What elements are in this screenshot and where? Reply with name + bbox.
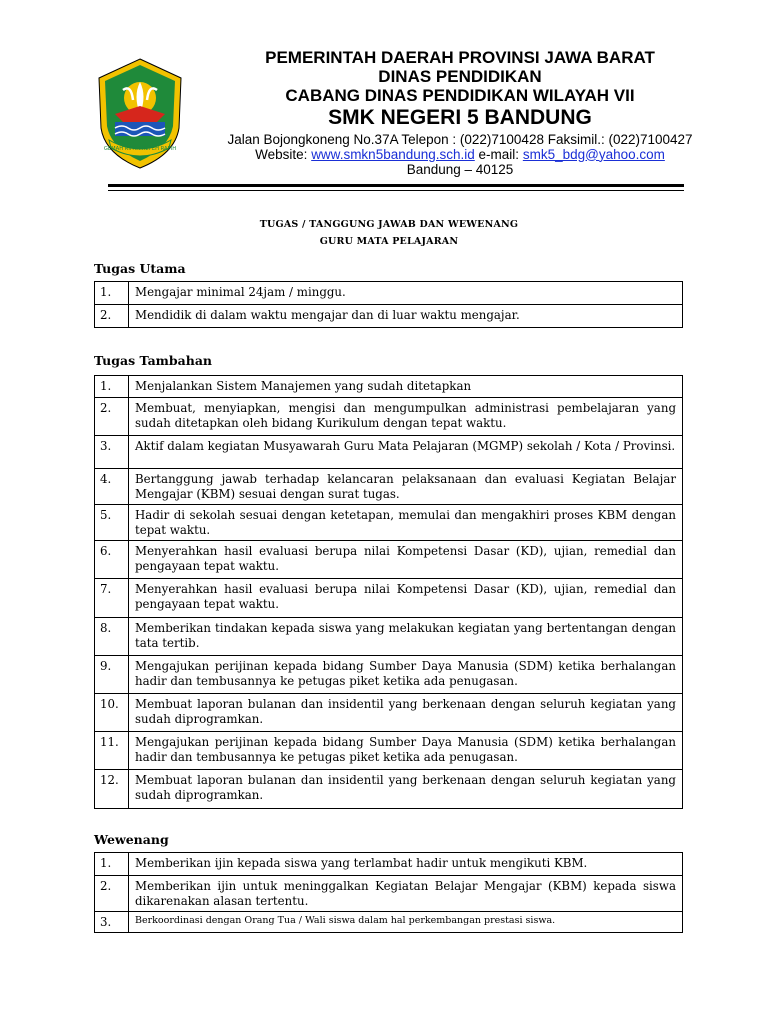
task-text: Mengajar minimal 24jam / minggu. bbox=[129, 282, 683, 305]
task-number: 1. bbox=[95, 282, 129, 305]
title-line-2: GURU MATA PELAJARAN bbox=[319, 236, 459, 247]
task-row bbox=[95, 541, 683, 579]
task-number: 1. bbox=[95, 376, 129, 398]
task-text: Hadir di sekolah sesuai dengan ketetapan, memulai dan mengakhiri proses KBM dengan tepat waktu. bbox=[129, 505, 683, 541]
task-text: Berkoordinasi dengan Orang Tua / Wali siswa dalam hal perkembangan prestasi siswa. bbox=[129, 912, 683, 933]
task-number: 1. bbox=[95, 853, 129, 876]
task-text: Mengajukan perijinan kepada bidang Sumber Daya Manusia (SDM) ketika berhalangan hadir dan tembusannya ke petugas piket ketika ada penugasan. bbox=[129, 732, 683, 770]
task-row bbox=[95, 732, 683, 770]
government-line: PEMERINTAH DAERAH PROVINSI JAWA BARAT bbox=[265, 48, 655, 67]
task-row bbox=[95, 618, 683, 656]
department-line: DINAS PENDIDIKAN bbox=[378, 67, 542, 87]
task-text: Mengajukan perijinan kepada bidang Sumber Daya Manusia (SDM) ketika berhalangan hadir dan tembusannya ke petugas piket ketika ada penugasan. bbox=[129, 656, 683, 694]
task-text: Memberikan tindakan kepada siswa yang melakukan kegiatan yang bertentangan dengan tata tertib. bbox=[129, 618, 683, 656]
header-rule-thick bbox=[108, 184, 684, 187]
city-line: Bandung – 40125 bbox=[406, 161, 514, 177]
website-label: Website: bbox=[255, 146, 308, 162]
svg-text:GEMAH RIPAH REPEH RAPIH: GEMAH RIPAH REPEH RAPIH bbox=[103, 146, 177, 152]
task-row bbox=[95, 694, 683, 732]
task-number: 10. bbox=[95, 694, 129, 732]
task-row bbox=[95, 876, 683, 912]
task-number: 2. bbox=[95, 305, 129, 328]
task-text: Memberikan ijin kepada siswa yang terlambat hadir untuk mengikuti KBM. bbox=[129, 853, 683, 876]
task-text: Memberikan ijin untuk meninggalkan Kegiatan Belajar Mengajar (KBM) kepada siswa dikarenakan alasan tertentu. bbox=[129, 876, 683, 912]
task-row bbox=[95, 469, 683, 505]
task-text: Aktif dalam kegiatan Musyawarah Guru Mata Pelajaran (MGMP) sekolah / Kota / Provinsi. bbox=[129, 436, 683, 469]
task-row bbox=[95, 912, 683, 933]
task-row bbox=[95, 398, 683, 436]
email-label: e-mail: bbox=[478, 146, 520, 162]
header-rule-thin bbox=[108, 190, 684, 191]
title-line-1: TUGAS / TANGGUNG JAWAB DAN WEWENANG bbox=[259, 219, 519, 230]
task-text: Membuat, menyiapkan, mengisi dan mengumpulkan administrasi pembelajaran yang sudah ditetapkan oleh bidang Kurikulum dengan tepat waktu. bbox=[129, 398, 683, 436]
task-row bbox=[95, 436, 683, 469]
task-row bbox=[95, 656, 683, 694]
task-row bbox=[95, 376, 683, 398]
table-tugas-utama bbox=[94, 281, 683, 328]
table-wewenang bbox=[94, 852, 683, 933]
task-number: 7. bbox=[95, 579, 129, 618]
address-line: Jalan Bojongkoneng No.37A Telepon : (022)7100428 Faksimil.: (022)7100427 bbox=[227, 131, 693, 147]
task-number: 4. bbox=[95, 469, 129, 505]
task-number: 11. bbox=[95, 732, 129, 770]
branch-line: CABANG DINAS PENDIDIKAN WILAYAH VII bbox=[285, 86, 635, 106]
section-heading-wewenang: Wewenang bbox=[94, 832, 169, 847]
task-text: Membuat laporan bulanan dan insidentil yang berkenaan dengan seluruh kegiatan yang sudah diprogramkan. bbox=[129, 694, 683, 732]
task-text: Bertanggung jawab terhadap kelancaran pelaksanaan dan evaluasi Kegiatan Belajar Mengajar (KBM) sesuai dengan surat tugas. bbox=[129, 469, 683, 505]
task-number: 8. bbox=[95, 618, 129, 656]
section-heading-tugas-utama: Tugas Utama bbox=[94, 261, 186, 276]
email-link[interactable]: smk5_bdg@yahoo.com bbox=[522, 146, 665, 162]
task-text: Mendidik di dalam waktu mengajar dan di luar waktu mengajar. bbox=[129, 305, 683, 328]
school-name: SMK NEGERI 5 BANDUNG bbox=[328, 106, 592, 130]
task-text: Menjalankan Sistem Manajemen yang sudah ditetapkan bbox=[129, 376, 683, 398]
task-number: 3. bbox=[95, 912, 129, 933]
task-number: 9. bbox=[95, 656, 129, 694]
task-row bbox=[95, 579, 683, 618]
task-number: 2. bbox=[95, 398, 129, 436]
contact-line bbox=[190, 147, 730, 162]
provincial-emblem-logo bbox=[95, 56, 185, 171]
task-row bbox=[95, 853, 683, 876]
task-text: Membuat laporan bulanan dan insidentil yang berkenaan dengan seluruh kegiatan yang sudah diprogramkan. bbox=[129, 770, 683, 809]
task-number: 12. bbox=[95, 770, 129, 809]
task-row bbox=[95, 770, 683, 809]
task-number: 5. bbox=[95, 505, 129, 541]
task-number: 6. bbox=[95, 541, 129, 579]
letterhead bbox=[190, 48, 730, 177]
task-number: 3. bbox=[95, 436, 129, 469]
task-text: Menyerahkan hasil evaluasi berupa nilai Kompetensi Dasar (KD), ujian, remedial dan pengayaan tepat waktu. bbox=[129, 541, 683, 579]
task-text: Menyerahkan hasil evaluasi berupa nilai Kompetensi Dasar (KD), ujian, remedial dan pengayaan tepat waktu. bbox=[129, 579, 683, 618]
task-row bbox=[95, 305, 683, 328]
task-row bbox=[95, 505, 683, 541]
document-title bbox=[94, 216, 684, 250]
task-row bbox=[95, 282, 683, 305]
website-link[interactable]: www.smkn5bandung.sch.id bbox=[311, 146, 475, 162]
section-heading-tugas-tambahan: Tugas Tambahan bbox=[94, 353, 213, 368]
task-number: 2. bbox=[95, 876, 129, 912]
table-tugas-tambahan bbox=[94, 375, 683, 809]
